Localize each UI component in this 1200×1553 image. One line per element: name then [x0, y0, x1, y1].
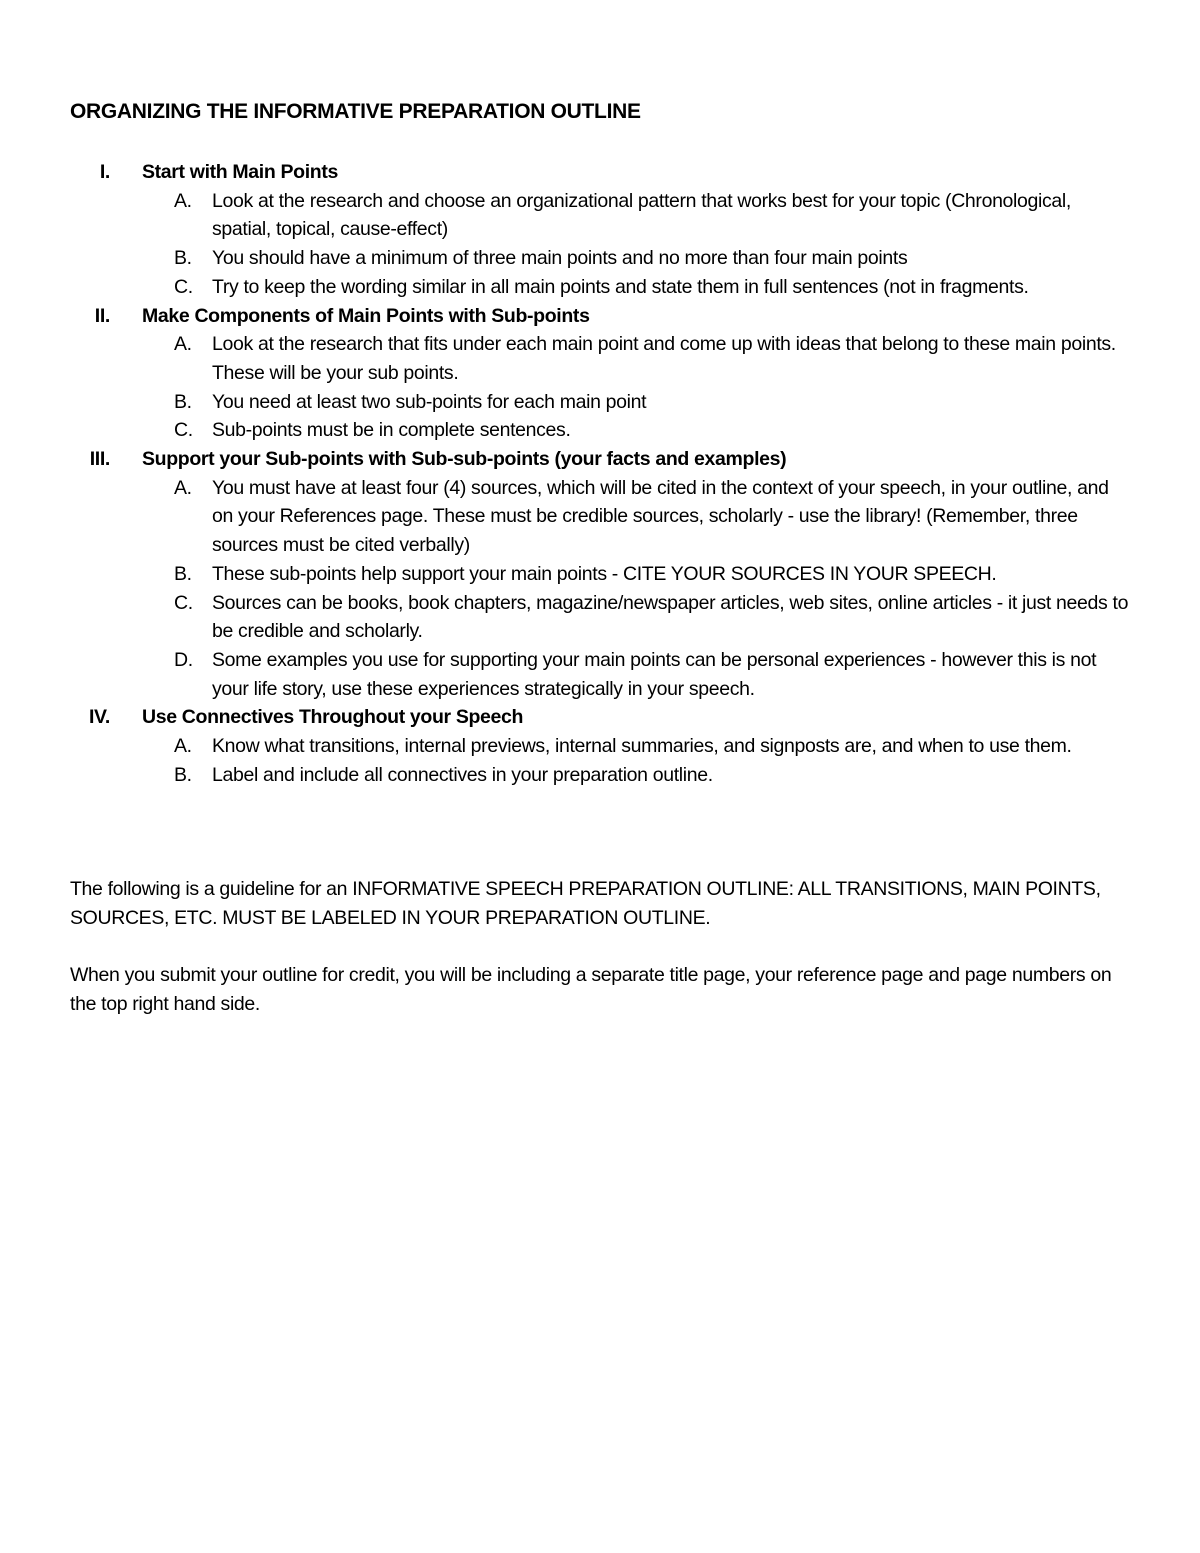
- sub-point-letter: A.: [174, 333, 192, 356]
- sub-point: [70, 388, 1132, 417]
- sub-point-text: Sources can be books, book chapters, magazine/newspaper articles, web sites, online articles - it just needs to be credible and scholarly.: [212, 591, 1129, 643]
- sub-point-letter: D.: [174, 648, 193, 671]
- sub-point-text: Sub-points must be in complete sentences.: [212, 419, 571, 442]
- sub-point: [70, 761, 1132, 790]
- outline-section-4: [70, 703, 1150, 789]
- sub-point-letter: B.: [174, 562, 192, 585]
- main-point-heading: Support your Sub-points with Sub-sub-points (your facts and examples): [142, 448, 787, 471]
- sub-point-letter: A.: [174, 189, 192, 212]
- roman-numeral: II.: [94, 304, 110, 327]
- roman-numeral: IV.: [88, 706, 110, 729]
- outline-list: [70, 158, 1150, 789]
- main-point-4: [70, 703, 1150, 732]
- sub-point-letter: B.: [174, 763, 192, 786]
- sub-point: [70, 416, 1132, 445]
- sub-point-text: Label and include all connectives in your preparation outline.: [212, 763, 713, 786]
- main-point-3: [70, 445, 1150, 474]
- main-point-2: [70, 302, 1150, 331]
- sub-point-text: Try to keep the wording similar in all main points and state them in full sentences (not in fragments.: [212, 275, 1029, 298]
- sub-point-text: Some examples you use for supporting your main points can be personal experiences - however this is not your life story, use these experiences strategically in your speech.: [212, 648, 1097, 700]
- outline-section-2: [70, 302, 1150, 446]
- sub-point: [70, 187, 1132, 244]
- sub-point: [70, 330, 1132, 387]
- sub-point-text: You need at least two sub-points for each main point: [212, 390, 647, 413]
- roman-numeral: III.: [89, 448, 110, 471]
- sub-point-letter: A.: [174, 735, 192, 758]
- sub-point-letter: B.: [174, 390, 192, 413]
- sub-point-text: Look at the research that fits under each main point and come up with ideas that belong to these main points. These will be your sub points.: [212, 333, 1116, 384]
- sub-point-text: You should have a minimum of three main points and no more than four main points: [212, 247, 908, 270]
- sub-point-text: You must have at least four (4) sources, which will be cited in the context of your speech, in your outline, and on your References page. These must be credible sources, scholarly - use the library! (Remember, three sources must be cited verbally): [212, 476, 1109, 557]
- outline-section-3: [70, 445, 1150, 703]
- document-title: ORGANIZING THE INFORMATIVE PREPARATION OUTLINE: [70, 100, 641, 123]
- sub-point-letter: C.: [174, 275, 193, 298]
- sub-point-text: Know what transitions, internal previews, internal summaries, and signposts are, and when to use them.: [212, 735, 1072, 758]
- main-point-heading: Make Components of Main Points with Sub-points: [142, 304, 590, 327]
- sub-point: [70, 560, 1132, 589]
- sub-point: [70, 474, 1132, 560]
- sub-point-text: Look at the research and choose an organizational pattern that works best for your topic (Chronological, spatial, topical, cause-effect): [212, 189, 1071, 241]
- sub-point-text: These sub-points help support your main points - CITE YOUR SOURCES IN YOUR SPEECH.: [212, 562, 997, 585]
- sub-point-letter: A.: [174, 476, 192, 499]
- main-point-heading: Start with Main Points: [142, 161, 338, 183]
- sub-point-letter: C.: [174, 591, 193, 614]
- sub-point: [70, 732, 1132, 761]
- roman-numeral: I.: [99, 161, 110, 183]
- outline-section-1: [70, 158, 1150, 302]
- sub-point: [70, 646, 1132, 703]
- guideline-paragraph: The following is a guideline for an INFORMATIVE SPEECH PREPARATION OUTLINE: ALL TRANSITIONS, MAIN POINTS, SOURCES, ETC. MUST BE LABELED IN YOUR PREPARATION OUTLINE.: [70, 878, 1101, 929]
- sub-point-letter: C.: [174, 419, 193, 442]
- sub-point-letter: B.: [174, 247, 192, 270]
- submission-paragraph: When you submit your outline for credit, you will be including a separate title page, your reference page and page numbers on the top right hand side.: [70, 964, 1112, 1015]
- main-point-heading: Use Connectives Throughout your Speech: [142, 706, 524, 729]
- sub-point: [70, 589, 1132, 646]
- sub-point: [70, 244, 1132, 273]
- sub-point: [70, 273, 1132, 302]
- main-point-1: [70, 158, 1150, 187]
